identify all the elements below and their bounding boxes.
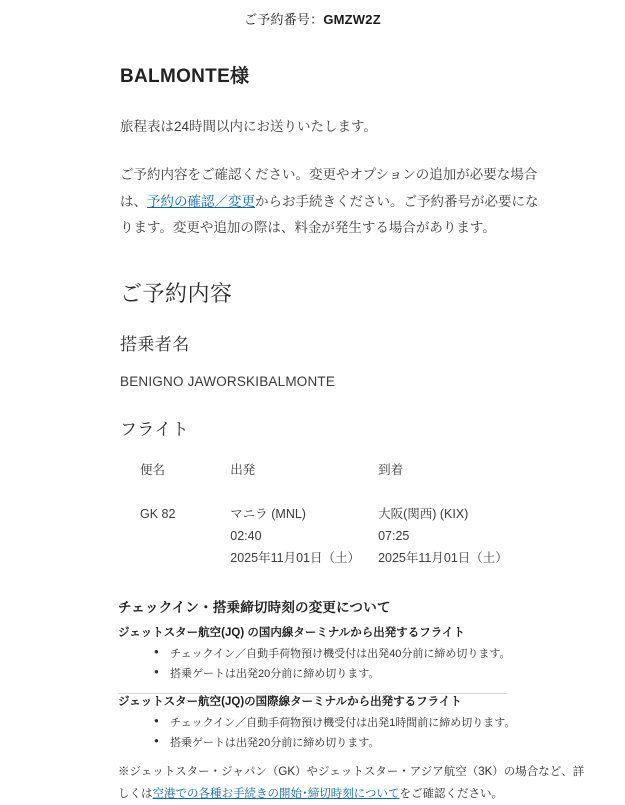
flight-table bbox=[120, 460, 540, 570]
booking-reference-label: ご予約番号： bbox=[244, 12, 324, 27]
list-item: ● 搭乗ゲートは出発20分前に締め切ります。 bbox=[154, 733, 585, 753]
arrival-airport: 大阪(関西) (KIX) bbox=[378, 507, 469, 522]
booking-reference-code: GMZW2Z bbox=[323, 12, 381, 27]
table-row bbox=[120, 504, 540, 570]
booking-reference bbox=[0, 0, 625, 28]
arrival-date: 2025年11月01日（土） bbox=[378, 551, 508, 565]
departure-cell bbox=[230, 504, 378, 570]
domestic-terminal-heading: ジェットスター航空(JQ) の国内線ターミナルから出発するフライト bbox=[118, 626, 465, 639]
list-item: ● 搭乗ゲートは出発20分前に締め切ります。 bbox=[154, 664, 585, 684]
reservation-section-title: ご予約内容 bbox=[120, 281, 233, 307]
confirm-paragraph bbox=[120, 162, 540, 241]
footnote-text-2: をご確認ください。 bbox=[399, 787, 504, 800]
departure-time: 02:40 bbox=[230, 529, 262, 544]
departure-airport: マニラ (MNL) bbox=[230, 507, 306, 522]
international-terminal-list bbox=[118, 713, 585, 754]
manage-booking-link[interactable]: 予約の確認／変更 bbox=[147, 193, 255, 209]
international-terminal-heading: ジェットスター航空(JQ)の国際線ターミナルから出発するフライト bbox=[118, 695, 462, 708]
flight-table-header-departure: 出発 bbox=[230, 463, 256, 478]
flight-heading: フライト bbox=[120, 420, 190, 440]
list-item: ● チェックイン／自動手荷物預け機受付は出発1時間前に締め切ります。 bbox=[154, 713, 585, 733]
confirm-paragraph-text-1: ご予約内容をご確認ください。変更やオプションの追加が必要な場合は、 bbox=[120, 167, 538, 209]
checkin-notice-heading: チェックイン・搭乗締切時刻の変更について bbox=[118, 599, 391, 615]
itinerary-notice-paragraph: 旅程表は24時間以内にお送りいたします。 bbox=[120, 119, 377, 134]
list-item: ● チェックイン／自動手荷物預け機受付は出発40分前に締め切ります。 bbox=[154, 644, 585, 664]
passenger-heading: 搭乗者名 bbox=[120, 335, 190, 355]
footnote-text-1: ※ジェットスター・ジャパン（GK）やジェットスター・アジア航空（3K）の場合など、詳しくは bbox=[118, 766, 585, 800]
confirm-paragraph-text-2: からお手続きください。ご予約番号が必要になります。変更や追加の際は、料金が発生する場合があります。 bbox=[120, 193, 539, 235]
flight-table-header-row bbox=[120, 460, 540, 504]
departure-date: 2025年11月01日（土） bbox=[230, 551, 360, 565]
arrival-time: 07:25 bbox=[378, 529, 410, 544]
greeting-heading: BALMONTE様 bbox=[120, 66, 250, 87]
checkin-notice-footnote bbox=[118, 762, 585, 805]
flight-number-cell: GK 82 bbox=[140, 507, 176, 522]
flight-table-header-flight: 便名 bbox=[140, 463, 166, 478]
checkin-notice-section bbox=[0, 596, 625, 805]
arrival-cell bbox=[378, 504, 540, 570]
flight-table-header-arrival: 到着 bbox=[378, 463, 404, 478]
email-body bbox=[0, 61, 625, 570]
domestic-terminal-list bbox=[118, 644, 585, 685]
passenger-name: BENIGNO JAWORSKIBALMONTE bbox=[120, 374, 336, 390]
footer-divider bbox=[118, 693, 507, 694]
airport-cutoff-times-link[interactable]: 空港での各種お手続きの開始･締切時刻について bbox=[152, 787, 400, 800]
